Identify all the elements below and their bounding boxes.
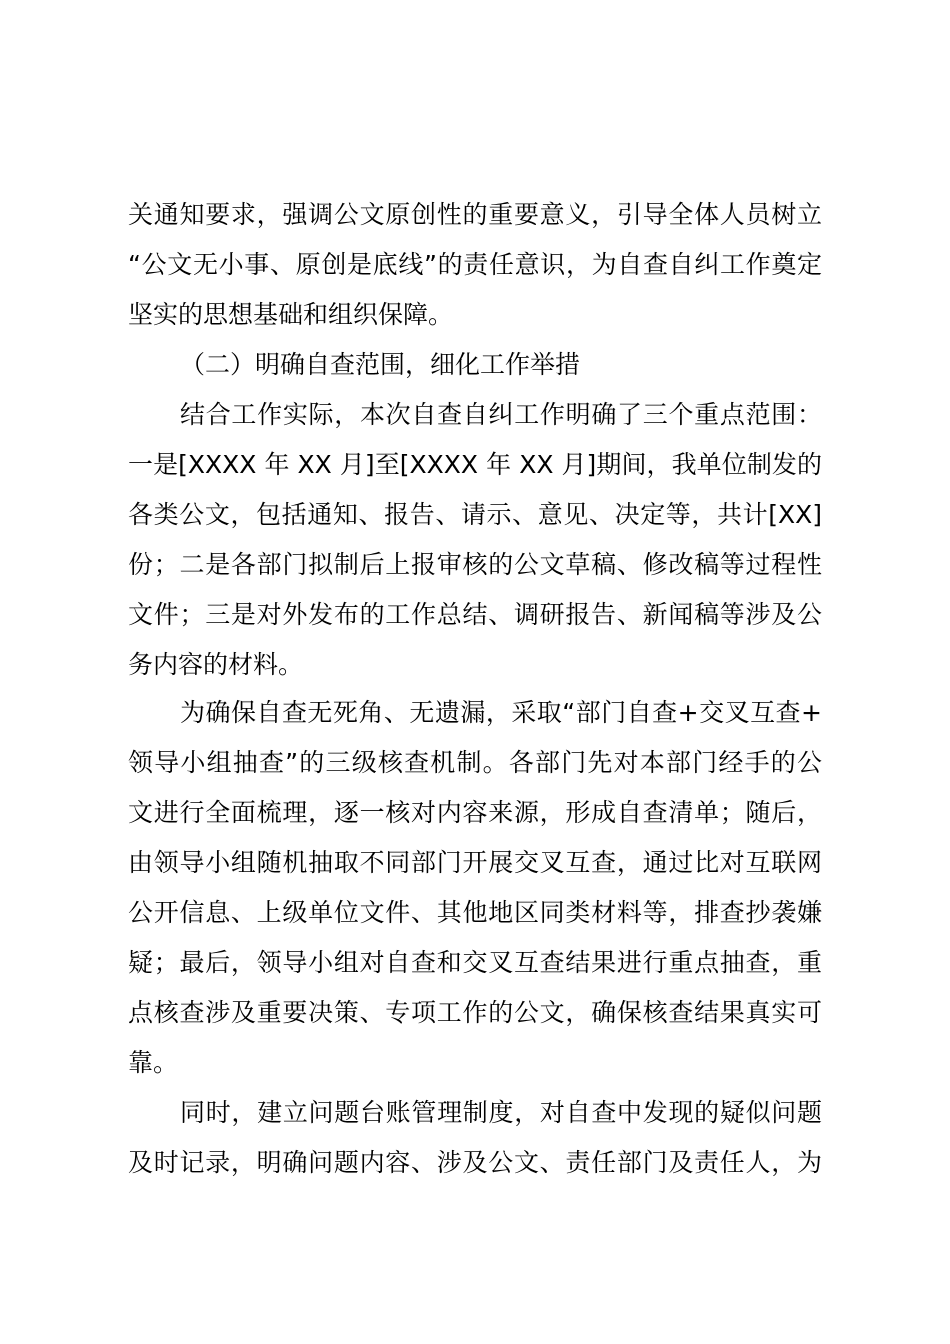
text-line: 由领导小组随机抽取不同部门开展交叉互查，通过比对互联网 [128,848,822,877]
text-line: 坚实的思想基础和组织保障。 [128,300,454,329]
text-line: 各类公文，包括通知、报告、请示、意见、决定等，共计[XX] [128,500,822,529]
text-line: 领导小组抽查”的三级核查机制。各部门先对本部门经手的公 [128,748,822,777]
text-line: 份；二是各部门拟制后上报审核的公文草稿、修改稿等过程性 [128,550,822,579]
text-line: 结合工作实际，本次自查自纠工作明确了三个重点范围： [180,400,822,429]
text-line: “公文无小事、原创是底线”的责任意识，为自查自纠工作奠定 [128,250,822,279]
text-line: 务内容的材料。 [128,650,304,679]
text-line: 为确保自查无死角、无遗漏，采取“部门自查+交叉互查+ [180,698,822,727]
text-line: 关通知要求，强调公文原创性的重要意义，引导全体人员树立 [128,200,822,229]
text-line: 公开信息、上级单位文件、其他地区同类材料等，排查抄袭嫌 [128,898,822,927]
text-line: 文进行全面梳理，逐一核对内容来源，形成自查清单；随后， [128,798,822,827]
text-line: 点核查涉及重要决策、专项工作的公文，确保核查结果真实可 [128,998,822,1027]
text-line: 一是[XXXX 年 XX 月]至[XXXX 年 XX 月]期间，我单位制发的 [128,450,822,479]
text-line: 文件；三是对外发布的工作总结、调研报告、新闻稿等涉及公 [128,600,822,629]
text-line: 同时，建立问题台账管理制度，对自查中发现的疑似问题 [180,1098,822,1127]
section-heading: （二）明确自查范围，细化工作举措 [180,350,581,379]
text-line: 疑；最后，领导小组对自查和交叉互查结果进行重点抽查，重 [128,948,822,977]
text-line: 靠。 [128,1048,179,1077]
text-line: 及时记录，明确问题内容、涉及公文、责任部门及责任人，为 [128,1148,822,1177]
